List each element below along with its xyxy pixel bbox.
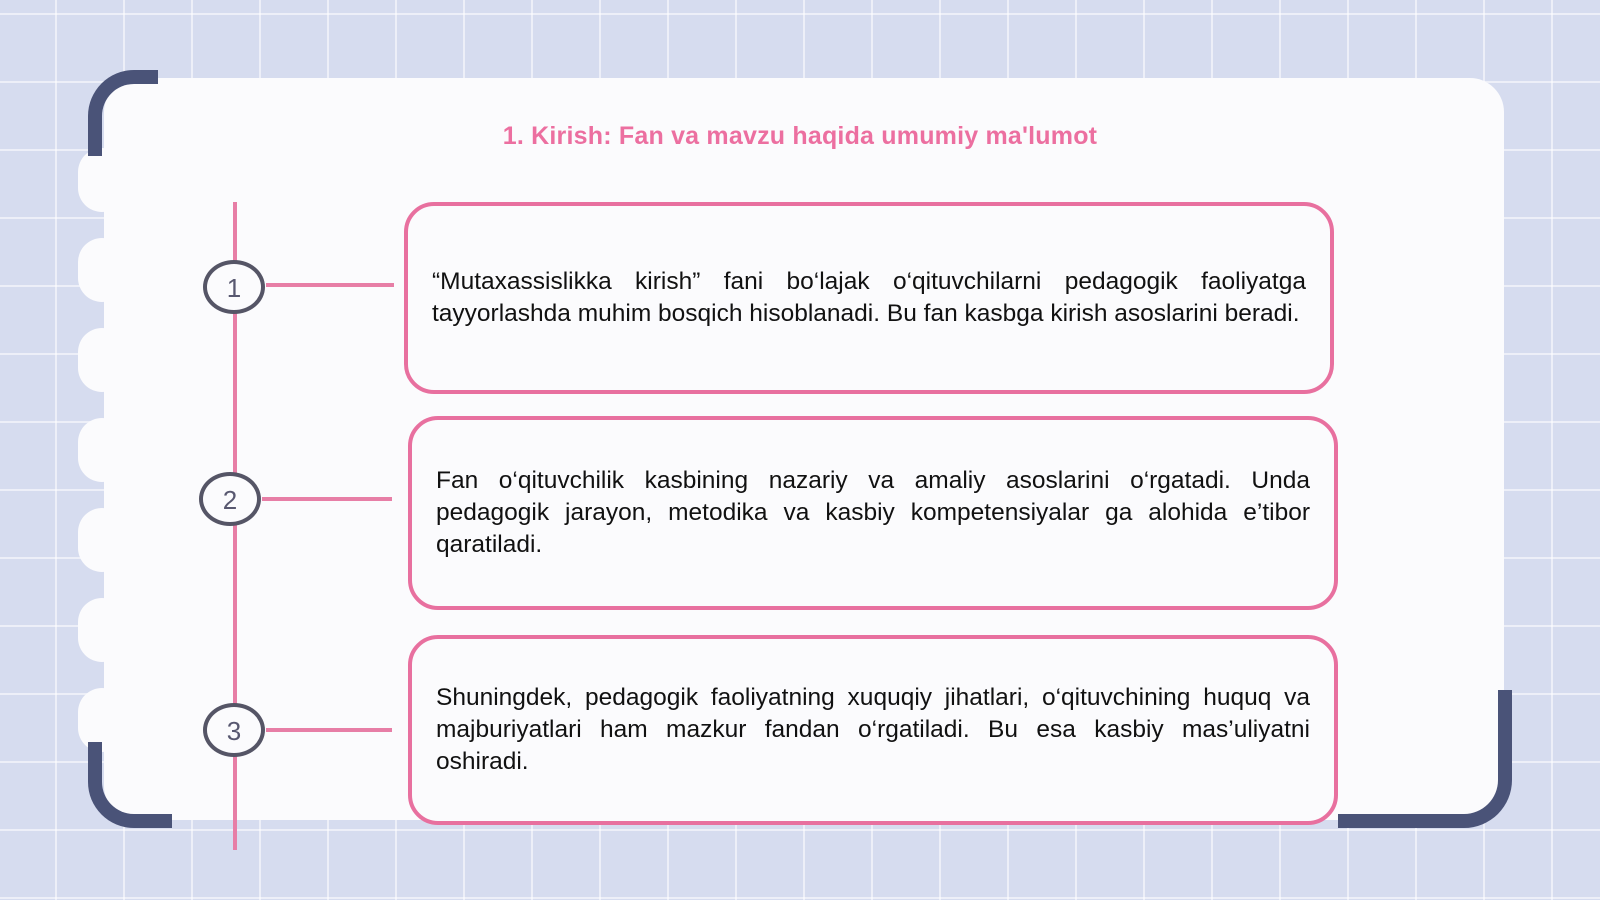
step-number-3: 3 [203,703,265,757]
corner-bracket-top-left [88,70,158,156]
step-number-1: 1 [203,260,265,314]
timeline-connector [266,283,394,287]
binder-notch [78,238,126,302]
step-number-2: 2 [199,472,261,526]
content-text: “Mutaxassislikka kirish” fani bo‘lajak o‘qituvchilarni pedagogik faoliyatga tayyorlashda muhim bosqich hisoblanadi. Bu fan kasbga kirish asoslarini beradi. [432,268,1306,327]
content-box-2 [408,416,1338,610]
slide-title: 1. Kirish: Fan va mavzu haqida umumiy ma'lumot [502,122,1098,150]
content-box-1 [404,202,1334,394]
corner-bracket-bottom-right [1338,690,1512,828]
timeline-connector [266,728,392,732]
content-text: Fan o‘qituvchilik kasbining nazariy va amaliy asoslarini o‘rgatadi. Unda pedagogik jarayon, metodika va kasbiy kompetensiyalar ga alohida e’tibor qaratiladi. [436,467,1310,558]
binder-notch [78,148,126,212]
corner-bracket-bottom-left [88,742,172,828]
binder-notch [78,328,126,392]
binder-notch [78,508,126,572]
binder-notch [78,598,126,662]
timeline-connector [262,497,392,501]
binder-notch [78,418,126,482]
content-text: Shuningdek, pedagogik faoliyatning xuquqiy jihatlari, o‘qituvchining huquq va majburiyatlari ham mazkur fandan o‘rgatiladi. Bu esa kasbiy mas’uliyatni oshiradi. [436,684,1310,775]
content-box-3 [408,635,1338,825]
